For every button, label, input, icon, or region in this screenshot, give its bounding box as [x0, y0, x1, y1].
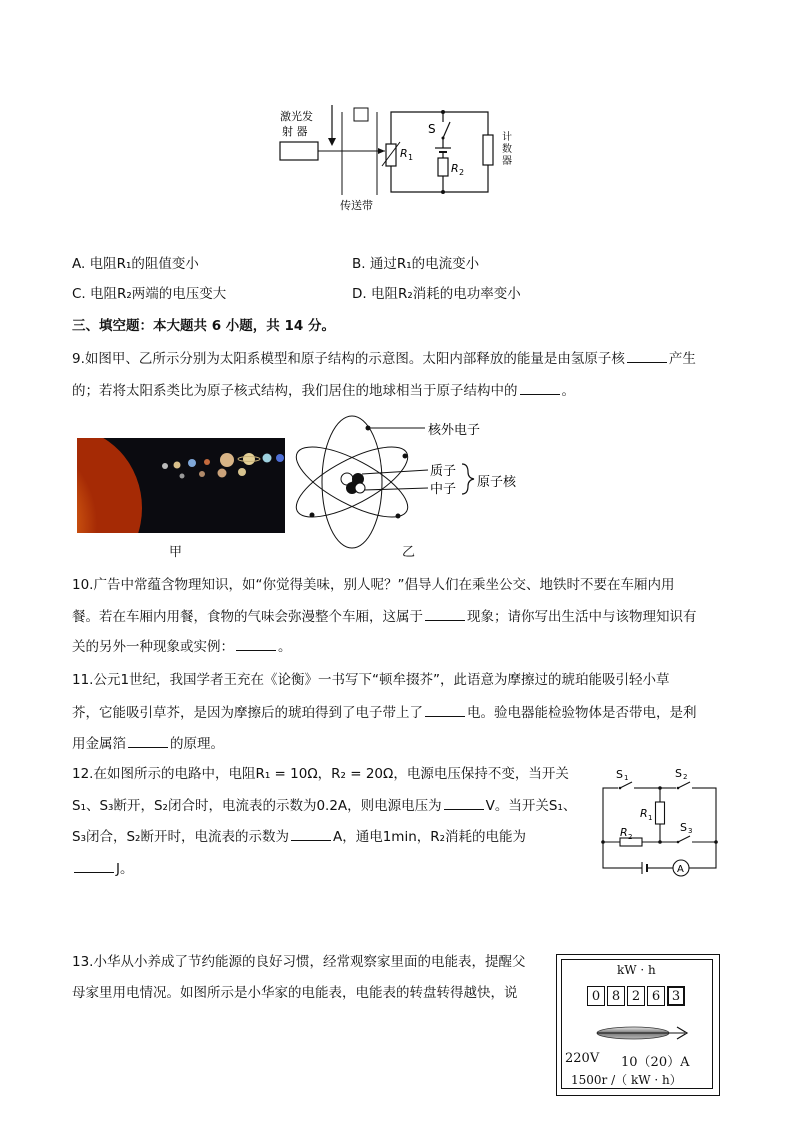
option-b: B. 通过R₁的电流变小: [352, 256, 480, 272]
q11-line-2: [72, 702, 697, 723]
switch-label: S: [428, 122, 436, 136]
q11-text: 电。验电器能检验物体是否带电，是利: [467, 705, 697, 721]
meter-unit: kW · h: [617, 963, 656, 977]
q12-r1-label-sub: 1: [648, 814, 653, 822]
r2-label-sub: 2: [459, 168, 465, 177]
answer-blank[interactable]: [425, 702, 465, 717]
laser-label-1: 激光发: [280, 110, 313, 123]
q9-text: 9.如图甲、乙所示分别为太阳系模型和原子结构的示意图。太阳内部释放的能量是由氢原子核: [72, 351, 625, 367]
label-nucleus: 原子核: [477, 475, 517, 490]
q9-text: 的；若将太阳系类比为原子核式结构，我们居住的地球相当于原子结构中的: [72, 383, 518, 399]
r2-resistor: [438, 158, 448, 176]
s3-label: S: [680, 821, 687, 834]
laser-counter-circuit-figure: [270, 100, 530, 220]
proton: [355, 483, 365, 493]
answer-blank[interactable]: [74, 858, 114, 873]
r1-label: R: [400, 147, 408, 160]
meter-digit-last: 3: [667, 986, 685, 1006]
s1-label-sub: 1: [624, 774, 629, 782]
answer-blank[interactable]: [128, 733, 168, 748]
label-proton: 质子: [430, 464, 457, 479]
label-neutron: 中子: [430, 482, 457, 497]
meter-digit: 6: [647, 986, 665, 1006]
q13-line-2: 母家里用电情况。如图所示是小华家的电能表，电能表的转盘转得越快，说: [72, 985, 518, 1001]
option-c: C. 电阻R₂两端的电压变大: [72, 286, 227, 302]
laser-emitter-box: [280, 142, 318, 160]
answer-blank[interactable]: [444, 795, 484, 810]
switch-s: [443, 122, 450, 138]
counter-label-3: 器: [502, 156, 512, 167]
caption-yi: 乙: [402, 545, 416, 560]
q12-line-2: [72, 795, 576, 816]
belt-label: 传送带: [340, 199, 373, 212]
q12-r1-label: R: [640, 807, 648, 820]
answer-blank[interactable]: [425, 606, 465, 621]
label-electron: 核外电子: [428, 423, 481, 438]
q9-text: 。: [561, 383, 575, 399]
ammeter-label: A: [677, 864, 684, 875]
q9-line-1: [72, 348, 696, 369]
meter-disc-arrow-icon: [593, 1021, 693, 1045]
electron: [396, 514, 401, 519]
caption-jia: 甲: [169, 545, 183, 560]
s2-label: S: [675, 767, 682, 780]
q13-line-1: 13.小华从小养成了节约能源的良好习惯，经常观察家里面的电能表，提醒父: [72, 954, 526, 970]
q12-r1: [656, 802, 665, 824]
counter-box: [483, 135, 493, 165]
electricity-meter: [556, 954, 720, 1096]
electron: [403, 454, 408, 459]
q12-text: A，通电1min，R₂消耗的电能为: [332, 829, 527, 845]
switch-s3: [678, 836, 690, 842]
atom-structure-diagram: [290, 412, 530, 552]
r1-resistor: [386, 144, 396, 166]
q12-r2-label: R: [620, 826, 628, 839]
section-title: 三、填空题：本大题共 6 小题，共 14 分。: [72, 318, 335, 334]
q10-line-1: 10.广告中常蕴含物理知识，如“你觉得美味，别人呢？”倡导人们在乘坐公交、地铁时不要在车厢内用: [72, 577, 675, 593]
meter-digit: 8: [607, 986, 625, 1006]
q10-text: 餐。若在车厢内用餐，食物的气味会弥漫整个车厢，这属于: [72, 609, 423, 625]
q10-text: 关的另外一种现象或实例：: [72, 639, 234, 655]
q11-text: 用金属箔: [72, 736, 126, 752]
q12-text: J。: [116, 861, 134, 877]
meter-digit: 0: [587, 986, 605, 1006]
q10-line-2: [72, 606, 697, 627]
q11-text: 的原理。: [170, 736, 224, 752]
laser-label-2: 射 器: [282, 125, 308, 138]
option-d: D. 电阻R₂消耗的电功率变小: [352, 286, 521, 302]
q12-r2-label-sub: 2: [628, 833, 633, 841]
meter-voltage: 220V: [565, 1051, 600, 1066]
q10-line-3: [72, 636, 292, 657]
meter-digits: [587, 986, 685, 1006]
s3-label-sub: 3: [688, 827, 693, 835]
q11-line-1: 11.公元1世纪，我国学者王充在《论衡》一书写下“顿牟掇芥”，此语意为摩擦过的琥珀能吸引轻小草: [72, 672, 670, 688]
r1-label-sub: 1: [408, 153, 414, 162]
meter-current: 10（20）A: [621, 1055, 690, 1070]
q12-line-3: [72, 826, 526, 847]
electron: [310, 513, 315, 518]
answer-blank[interactable]: [291, 826, 331, 841]
option-a: A. 电阻R₁的阻值变小: [72, 256, 199, 272]
q11-text: 芥，它能吸引草芥，是因为摩擦后的琥珀得到了电子带上了: [72, 705, 423, 721]
solar-system-image: [77, 438, 285, 533]
r2-label: R: [451, 162, 459, 175]
s1-label: S: [616, 768, 623, 781]
q10-text: 现象；请你写出生活中与该物理知识有: [467, 609, 697, 625]
s2-label-sub: 2: [683, 773, 688, 781]
nucleus-brace: [462, 464, 474, 494]
conveyor-object: [354, 108, 368, 121]
counter-label-1: 计: [502, 132, 512, 143]
meter-digit: 2: [627, 986, 645, 1006]
answer-blank[interactable]: [520, 380, 560, 395]
q11-line-3: [72, 733, 224, 754]
meter-rate: 1500r /（ kW · h）: [571, 1073, 682, 1087]
answer-blank[interactable]: [236, 636, 276, 651]
q12-line-1: 12.在如图所示的电路中，电阻R₁ = 10Ω，R₂ = 20Ω，电源电压保持不变，当开关: [72, 766, 569, 782]
q9-line-2: [72, 380, 575, 401]
answer-blank[interactable]: [627, 348, 667, 363]
q12-text: S₃闭合，S₂断开时，电流表的示数为: [72, 829, 289, 845]
counter-label-2: 数: [502, 144, 512, 155]
q9-text: 产生: [668, 351, 696, 367]
q12-text: S₁、S₃断开，S₂闭合时，电流表的示数为0.2A，则电源电压为: [72, 798, 442, 814]
q12-circuit-diagram: [596, 764, 726, 882]
q12-line-4: [72, 858, 133, 879]
q12-text: V。当开关S₁、: [485, 798, 577, 814]
q10-text: 。: [278, 639, 292, 655]
